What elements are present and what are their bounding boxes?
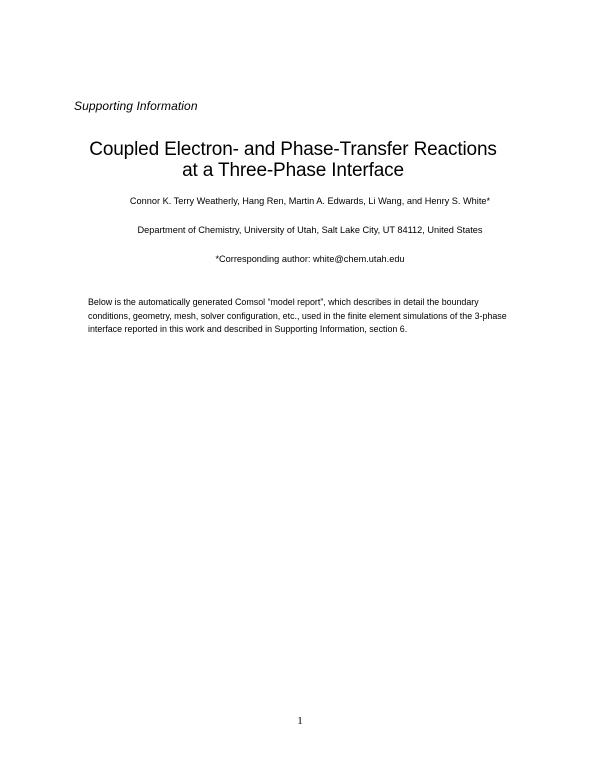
supporting-information-label: Supporting Information	[74, 99, 198, 113]
affiliation: Department of Chemistry, University of Utah, Salt Lake City, UT 84112, United States	[137, 225, 483, 235]
title-line-1: Coupled Electron- and Phase-Transfer Reactions	[89, 139, 497, 160]
author-list: Connor K. Terry Weatherly, Hang Ren, Martin A. Edwards, Li Wang, and Henry S. White*	[129, 196, 491, 206]
corresponding-author: *Corresponding author: white@chem.utah.edu	[215, 254, 405, 264]
intro-paragraph: Below is the automatically generated Comsol “model report”, which describes in detail the boundary conditions, geometry, mesh, solver configuration, etc., used in the finite element simulations of the 3-phase interface reported in this work and described in Supporting Information, section 6.	[88, 297, 507, 334]
title-line-2: at a Three-Phase Interface	[182, 160, 404, 181]
page-number: 1	[297, 715, 303, 727]
